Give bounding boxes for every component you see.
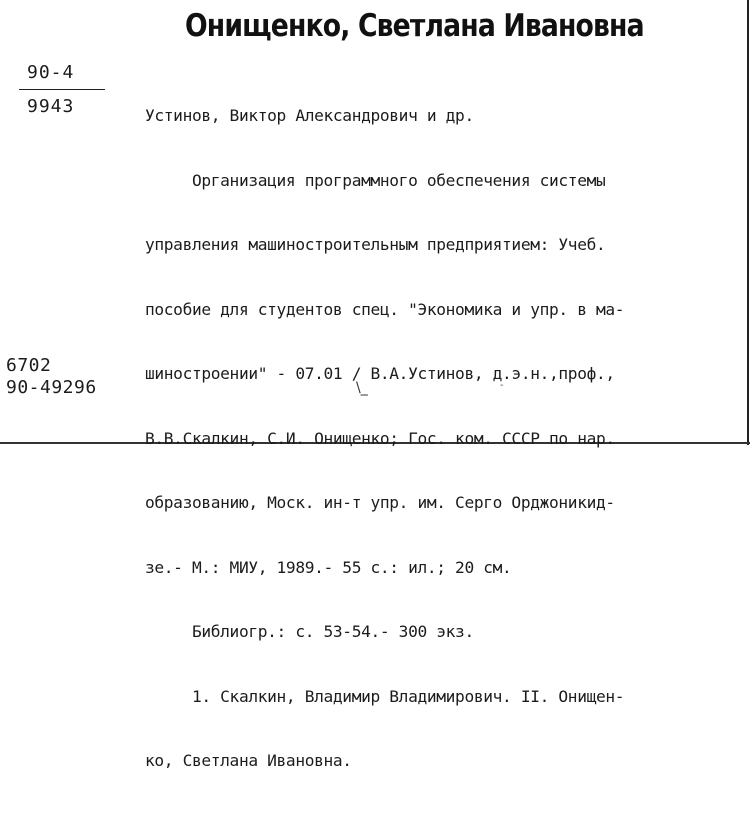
record-line: Организация программного обеспечения системы: [145, 170, 606, 190]
record-line: В.В.Скалкин, С.И. Онищенко; Гос. ком. СССР по нар.: [145, 428, 615, 448]
inventory-number: 9943: [27, 96, 75, 117]
bottom-codes: [6, 355, 97, 399]
record-line: шиностроении" - 07.01 / В.А.Устинов, д.э.н.,проф.,: [145, 364, 615, 383]
code-line: 6702: [6, 355, 52, 376]
record-line: управления машиностроительным предприятием: Учеб.: [145, 235, 606, 254]
record-line: 1. Скалкин, Владимир Владимирович. II. Онищен-: [145, 686, 625, 706]
shelf-divider: [19, 89, 105, 90]
shelf-code-block: [27, 62, 105, 117]
code-line: 90-49296: [6, 377, 97, 398]
handwritten-heading: Онищенко, Светлана Ивановна: [185, 8, 644, 44]
record-line: пособие для студентов спец. "Экономика и упр. в ма-: [145, 299, 625, 319]
bibliographic-record: [145, 62, 745, 815]
record-line: Библиогр.: с. 53-54.- 300 экз.: [145, 622, 474, 641]
shelf-mark: 90-4: [27, 62, 75, 83]
record-line: образованию, Моск. ин-т упр. им. Серго Орджоникид-: [145, 493, 615, 512]
card-edge-right: [747, 0, 749, 445]
stray-dot: -: [500, 380, 504, 391]
record-line: зе.- М.: МИУ, 1989.- 55 с.: ил.; 20 см.: [145, 557, 512, 577]
record-line: Устинов, Виктор Александрович и др.: [145, 106, 474, 125]
stray-pen-mark: \_: [356, 380, 368, 396]
record-line: ко, Светлана Ивановна.: [145, 751, 352, 770]
